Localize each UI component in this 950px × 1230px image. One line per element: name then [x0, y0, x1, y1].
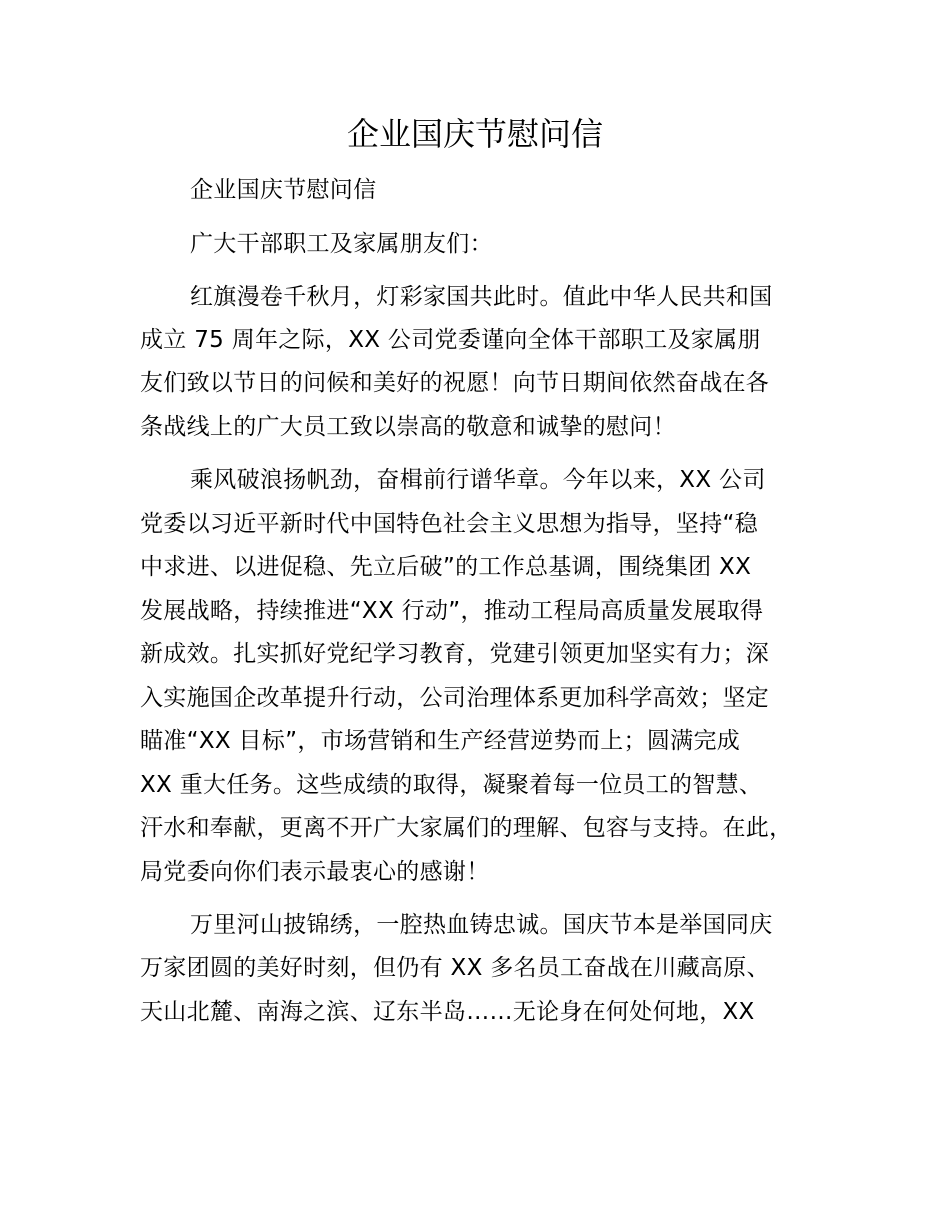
- salutation: 广大干部职工及家属朋友们：: [190, 231, 493, 257]
- paragraph-line: 局党委向你们表示最衷心的感谢！: [140, 859, 490, 885]
- paragraph-line: 汗水和奉献，更离不开广大家属们的理解、包容与支持。在此，: [140, 815, 793, 841]
- paragraph-line: 天山北麓、南海之滨、辽东半岛……无论身在何处何地，XX: [140, 999, 755, 1025]
- paragraph-line: 红旗漫卷千秋月，灯彩家国共此时。值此中华人民共和国: [190, 284, 773, 310]
- paragraph-line: 新成效。扎实抓好党纪学习教育，党建引领更加坚实有力；深: [140, 641, 770, 667]
- paragraph-line: 友们致以节日的问候和美好的祝愿！向节日期间依然奋战在各: [140, 370, 770, 396]
- paragraph-line: 发展战略，持续推进“XX 行动”，推动工程局高质量发展取得: [140, 598, 764, 624]
- paragraph-line: 中求进、以进促稳、先立后破”的工作总基调，围绕集团 XX: [140, 554, 752, 580]
- paragraph-line: XX 重大任务。这些成绩的取得，凝聚着每一位员工的智慧、: [140, 772, 763, 798]
- paragraph-line: 成立 75 周年之际，XX 公司党委谨向全体干部职工及家属朋: [140, 327, 761, 353]
- document-title: 企业国庆节慰问信: [346, 115, 603, 153]
- paragraph-line: 入实施国企改革提升行动，公司治理体系更加科学高效；坚定: [140, 685, 770, 711]
- paragraph-line: 万家团圆的美好时刻，但仍有 XX 多名员工奋战在川藏高原、: [140, 955, 770, 981]
- paragraph-line: 乘风破浪扬帆劲，奋楫前行谱华章。今年以来，XX 公司: [190, 467, 766, 493]
- paragraph-line: 条战线上的广大员工致以崇高的敬意和诚挚的慰问！: [140, 414, 676, 440]
- paragraph-line: 瞄准“XX 目标”，市场营销和生产经营逆势而上；圆满完成: [140, 728, 741, 754]
- paragraph-line: 万里河山披锦绣，一腔热血铸忠诚。国庆节本是举国同庆: [190, 912, 773, 938]
- paragraph-line: 党委以习近平新时代中国特色社会主义思想为指导，坚持“稳: [140, 511, 759, 537]
- document-subtitle: 企业国庆节慰问信: [190, 177, 377, 203]
